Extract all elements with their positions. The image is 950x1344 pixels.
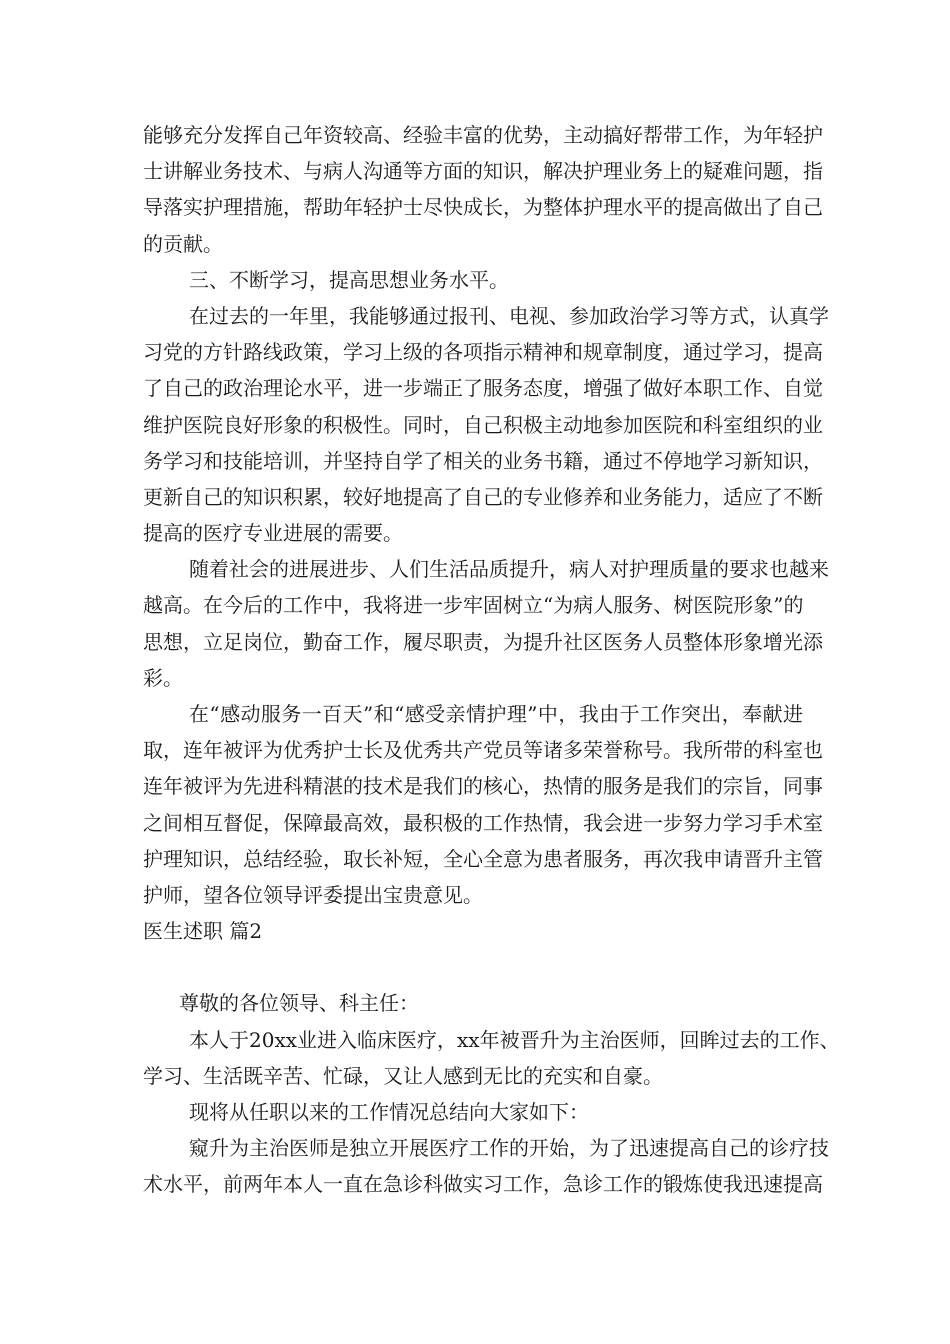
text-line: 术水平，前两年本人一直在急诊科做实习工作，急诊工作的锻炼使我迅速提高 [143, 1172, 823, 1197]
text-line: 彩。 [143, 665, 183, 690]
text-line: 士讲解业务技术、与病人沟通等方面的知识，解决护理业务上的疑难问题，指 [143, 159, 823, 184]
text-line: 的贡献。 [143, 231, 223, 256]
text-line: 之间相互督促，保障最高效，最积极的工作热情，我会进一步努力学习手术室 [143, 810, 823, 835]
text-line: 本人于20xx业进入临床医疗，xx年被晋升为主治医师，回眸过去的工作、 [189, 1027, 840, 1052]
article-title: 医生述职 篇2 [143, 919, 263, 944]
section-heading: 三、不断学习，提高思想业务水平。 [189, 267, 509, 292]
text-line: 维护医院良好形象的积极性。同时，自己积极主动地参加医院和科室组织的业 [143, 412, 823, 437]
text-line: 护师，望各位领导评委提出宝贵意见。 [143, 882, 483, 907]
text-line: 能够充分发挥自己年资较高、经验丰富的优势，主动搞好帮带工作，为年轻护 [143, 123, 823, 147]
text-line: 提高的医疗专业进展的需要。 [143, 521, 403, 546]
text-line: 习党的方针路线政策，学习上级的各项指示精神和规章制度，通过学习，提高 [143, 340, 823, 365]
text-line: 窥升为主治医师是独立开展医疗工作的开始，为了迅速提高自己的诊疗技 [189, 1136, 829, 1161]
text-line: 越高。在今后的工作中，我将进一步牢固树立“为病人服务、树医院形象”的 [143, 593, 804, 618]
text-line: 了自己的政治理论水平，进一步端正了服务态度，增强了做好本职工作、自觉 [143, 376, 823, 401]
text-line: 学习、生活既辛苦、忙碌，又让人感到无比的充实和自豪。 [143, 1063, 663, 1088]
text-line: 导落实护理措施，帮助年轻护士尽快成长，为整体护理水平的提高做出了自己 [143, 195, 823, 220]
salutation: 尊敬的各位领导、科主任： [179, 991, 419, 1016]
text-line: 务学习和技能培训，并坚持自学了相关的业务书籍，通过不停地学习新知识， [143, 448, 823, 473]
text-line: 现将从任职以来的工作情况总结向大家如下： [189, 1099, 589, 1124]
text-line: 连年被评为先进科精湛的技术是我们的核心，热情的服务是我们的宗旨，同事 [143, 774, 823, 799]
text-line: 随着社会的进展进步、人们生活品质提升，病人对护理质量的要求也越来 [189, 557, 829, 582]
text-line: 在过去的一年里，我能够通过报刊、电视、参加政治学习等方式，认真学 [189, 303, 829, 328]
text-line: 在“感动服务一百天”和“感受亲情护理”中，我由于工作突出，奉献进 [189, 702, 803, 726]
text-line: 取，连年被评为优秀护士长及优秀共产党员等诸多荣誉称号。我所带的科室也 [143, 738, 823, 763]
text-line: 思想，立足岗位，勤奋工作，履尽职责，为提升社区医务人员整体形象增光添 [143, 629, 823, 654]
text-line: 护理知识，总结经验，取长补短，全心全意为患者服务，再次我申请晋升主管 [143, 846, 823, 871]
text-line: 更新自己的知识积累，较好地提高了自己的专业修养和业务能力，适应了不断 [143, 484, 823, 509]
document-page [143, 117, 840, 1202]
blank-line [143, 949, 803, 985]
